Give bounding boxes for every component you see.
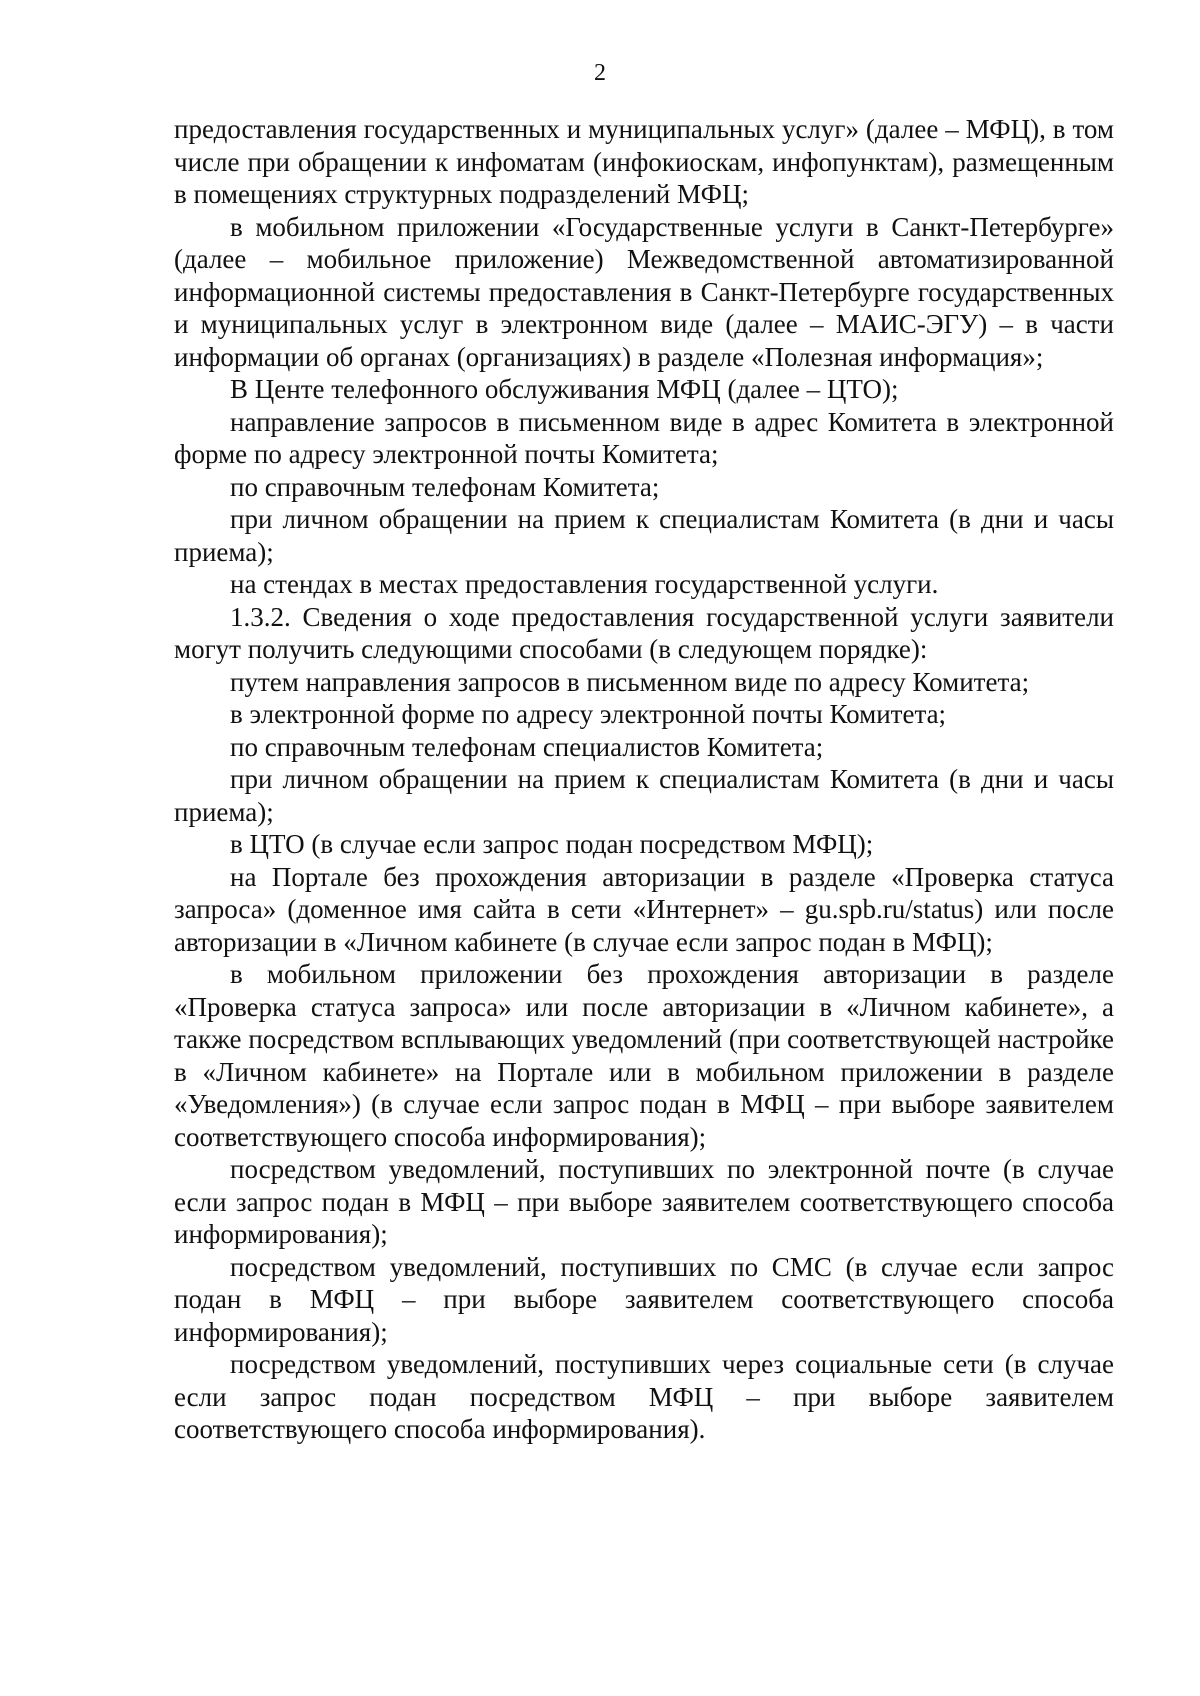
paragraph: в мобильном приложении без прохождения авторизации в разделе «Проверка статуса запроса» или после авторизации в «Личном кабинете», а также посредством всплывающих уведомлений (при соответствующей настройке в «Личном кабинете» на Портале или в мобильном приложении в разделе «Уведомления») (в случае если запрос подан в МФЦ – при выборе заявителем соответствующего способа информирования);: [174, 959, 1114, 1152]
paragraph: по справочным телефонам Комитета;: [230, 471, 660, 502]
paragraph: на стендах в местах предоставления государственной услуги.: [230, 569, 939, 599]
paragraph: направление запросов в письменном виде в адрес Комитета в электронной форме по адресу электронной почты Комитета;: [174, 406, 1114, 469]
paragraph: В Центе телефонного обслуживания МФЦ (далее – ЦТО);: [230, 374, 899, 404]
paragraph: в мобильном приложении «Государственные услуги в Санкт-Петербурге» (далее – мобильное приложение) Межведомственной автоматизированной информационной системы предоставления в Санкт-Петербурге государственных и муниципальных услуг в электронном виде (далее – МАИС-ЭГУ) – в части информации об органах (организациях) в разделе «Полезная информация»;: [174, 211, 1114, 372]
paragraph: посредством уведомлений, поступивших по электронной почте (в случае если запрос подан в МФЦ – при выборе заявителем соответствующего способа информирования);: [174, 1154, 1114, 1249]
document-body: [174, 113, 1114, 1446]
paragraph: предоставления государственных и муниципальных услуг» (далее – МФЦ), в том числе при обращении к инфоматам (инфокиоскам, инфопунктам), размещенным в помещениях структурных подразделений МФЦ;: [174, 114, 1114, 209]
paragraph: по справочным телефонам специалистов Комитета;: [230, 731, 824, 762]
paragraph: посредством уведомлений, поступивших по СМС (в случае если запрос подан в МФЦ – при выборе заявителем соответствующего способа информирования);: [174, 1251, 1114, 1347]
paragraph: 1.3.2. Сведения о ходе предоставления государственной услуги заявители могут получить следующими способами (в следующем порядке):: [174, 601, 1114, 664]
paragraph: в электронной форме по адресу электронной почты Комитета;: [230, 699, 947, 729]
paragraph: посредством уведомлений, поступивших через социальные сети (в случае если запрос подан посредством МФЦ – при выборе заявителем соответствующего способа информирования).: [174, 1349, 1114, 1444]
page-number: 2: [594, 60, 606, 86]
paragraph: на Портале без прохождения авторизации в разделе «Проверка статуса запроса» (доменное имя сайта в сети «Интернет» – gu.spb.ru/status) или после авторизации в «Личном кабинете (в случае если запрос подан в МФЦ);: [174, 861, 1114, 957]
paragraph: в ЦТО (в случае если запрос подан посредством МФЦ);: [230, 829, 874, 859]
paragraph: при личном обращении на прием к специалистам Комитета (в дни и часы приема);: [174, 504, 1114, 567]
paragraph: путем направления запросов в письменном виде по адресу Комитета;: [230, 666, 1030, 697]
paragraph: при личном обращении на прием к специалистам Комитета (в дни и часы приема);: [174, 764, 1114, 827]
